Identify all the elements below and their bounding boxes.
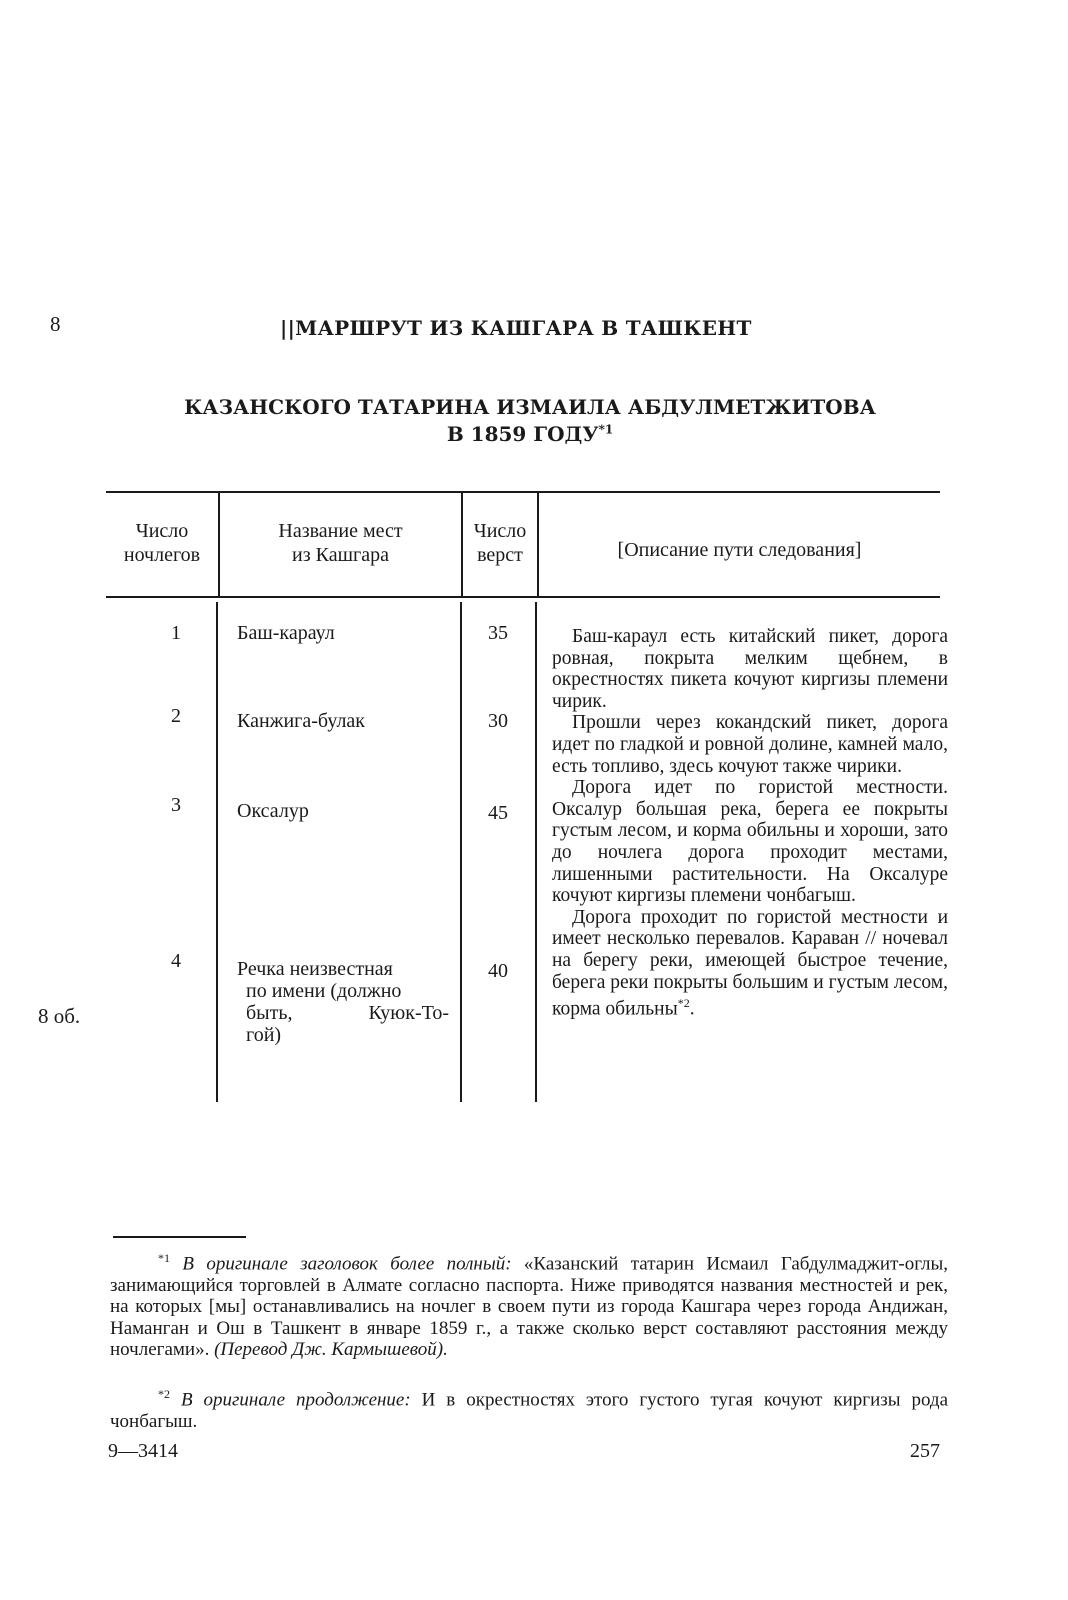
body-col-divider-3	[535, 602, 537, 1102]
body-col-divider-2	[460, 602, 462, 1102]
year-text: В 1859 ГОДУ	[446, 422, 599, 446]
row-4-place-line4: гой)	[246, 1024, 282, 1046]
row-4-num: 4	[171, 950, 181, 972]
footnote-1-credit: (Перевод Дж. Кармышевой).	[214, 1339, 448, 1361]
table-header-rule	[106, 596, 940, 598]
folio-number: 8	[50, 312, 61, 336]
header-places	[220, 519, 461, 567]
row-4-place-line2: по имени (должно	[246, 980, 402, 1002]
row-4-place	[237, 958, 449, 1046]
folio-verso-number: 8 об.	[38, 1004, 81, 1028]
row-2-versts: 30	[488, 710, 508, 732]
row-3-versts: 45	[488, 802, 508, 824]
footnote-1-lead: В оригинале заголовок более полный:	[182, 1253, 512, 1275]
header-description: [Описание пути следования]	[617, 539, 862, 561]
header-versts	[463, 519, 537, 567]
footnote-ref-1: *1	[598, 422, 614, 437]
footnote-2	[110, 1384, 948, 1432]
signature-mark: 9—3414	[108, 1440, 178, 1462]
footnote-2-lead: В оригинале продолжение:	[180, 1389, 411, 1411]
header-nights-line2: ночлегов	[123, 544, 201, 566]
header-places-line2: из Кашгара	[292, 544, 389, 566]
description-3: Дорога идет по гористой местности. Оксалур большая река, берега ее покрыты густым лесом, и корма обильны и хороши, зато до ночлега дорога проходит местами, лишенными растительности. На Оксалуре кочуют киргизы племени чонбагыш.	[552, 777, 948, 907]
row-4-versts: 40	[488, 960, 508, 982]
footnote-2-text: И в окрестностях этого густого тугая кочуют киргизы рода чонбагыш.	[110, 1389, 949, 1432]
body-col-divider-1	[216, 602, 218, 1102]
header-places-line1: Название мест	[278, 520, 403, 542]
header-versts-line2: верст	[477, 544, 523, 566]
footnote-separator	[113, 1236, 246, 1238]
row-2-place: Канжига-булак	[237, 710, 366, 732]
document-subtitle: КАЗАНСКОГО ТАТАРИНА ИЗМАИЛА АБДУЛМЕТЖИТОВА	[184, 395, 876, 419]
row-3-num: 3	[171, 794, 181, 816]
table-top-rule	[106, 491, 940, 493]
row-4-place-line3: быть, Куюк-То-	[246, 1002, 449, 1024]
page-number: 257	[910, 1440, 940, 1462]
description-1: Баш-караул есть китайский пикет, дорога ровная, покрыта мелким щебнем, в окрестностях пикета кочуют киргизы племени чирик.	[552, 626, 948, 712]
row-3-place: Оксалур	[237, 800, 309, 822]
footnote-1-marker: *1	[158, 1251, 170, 1265]
footnote-2-marker: *2	[158, 1387, 170, 1401]
header-nights	[106, 519, 218, 567]
description-2: Прошли через кокандский пикет, дорога идет по гладкой и ровной долине, камней мало, есть топливо, здесь кочуют также чирики.	[552, 712, 948, 777]
row-4-place-line1: Речка неизвестная	[237, 958, 393, 980]
header-nights-line1: Число	[135, 520, 189, 542]
route-description	[552, 626, 948, 1020]
row-1-versts: 35	[488, 622, 508, 644]
description-4-end: .	[689, 998, 695, 1020]
row-1-num: 1	[171, 622, 181, 644]
footnote-ref-2: *2	[677, 996, 690, 1011]
header-versts-line1: Число	[473, 520, 527, 542]
footnote-1-text: «Казанский татарин Исмаил Габдулмаджит-оглы, занимающийся торговлей в Алмате согласно паспорта. Ниже приводятся названия местностей и рек, на которых [мы] останавливались на ночлег в своем пути из города Кашгара через города Андижан, Наманган и Ош в Ташкент в январе 1859 г., а также сколько верст составляют расстояния между ночлегами».	[110, 1253, 949, 1361]
footnote-1	[110, 1248, 948, 1361]
document-year-line	[150, 422, 910, 446]
description-4-text: Дорога проходит по гористой местности и имеет несколько перевалов. Караван // ночевал на берегу реки, имеющей быстрое течение, берега реки покрыты большим и густым лесом, корма обильны	[552, 906, 948, 1020]
document-title: ||МАРШРУТ ИЗ КАШГАРА В ТАШКЕНТ	[280, 316, 752, 340]
description-4	[552, 907, 948, 1020]
row-2-num: 2	[171, 705, 181, 727]
row-1-place: Баш-караул	[237, 622, 335, 644]
